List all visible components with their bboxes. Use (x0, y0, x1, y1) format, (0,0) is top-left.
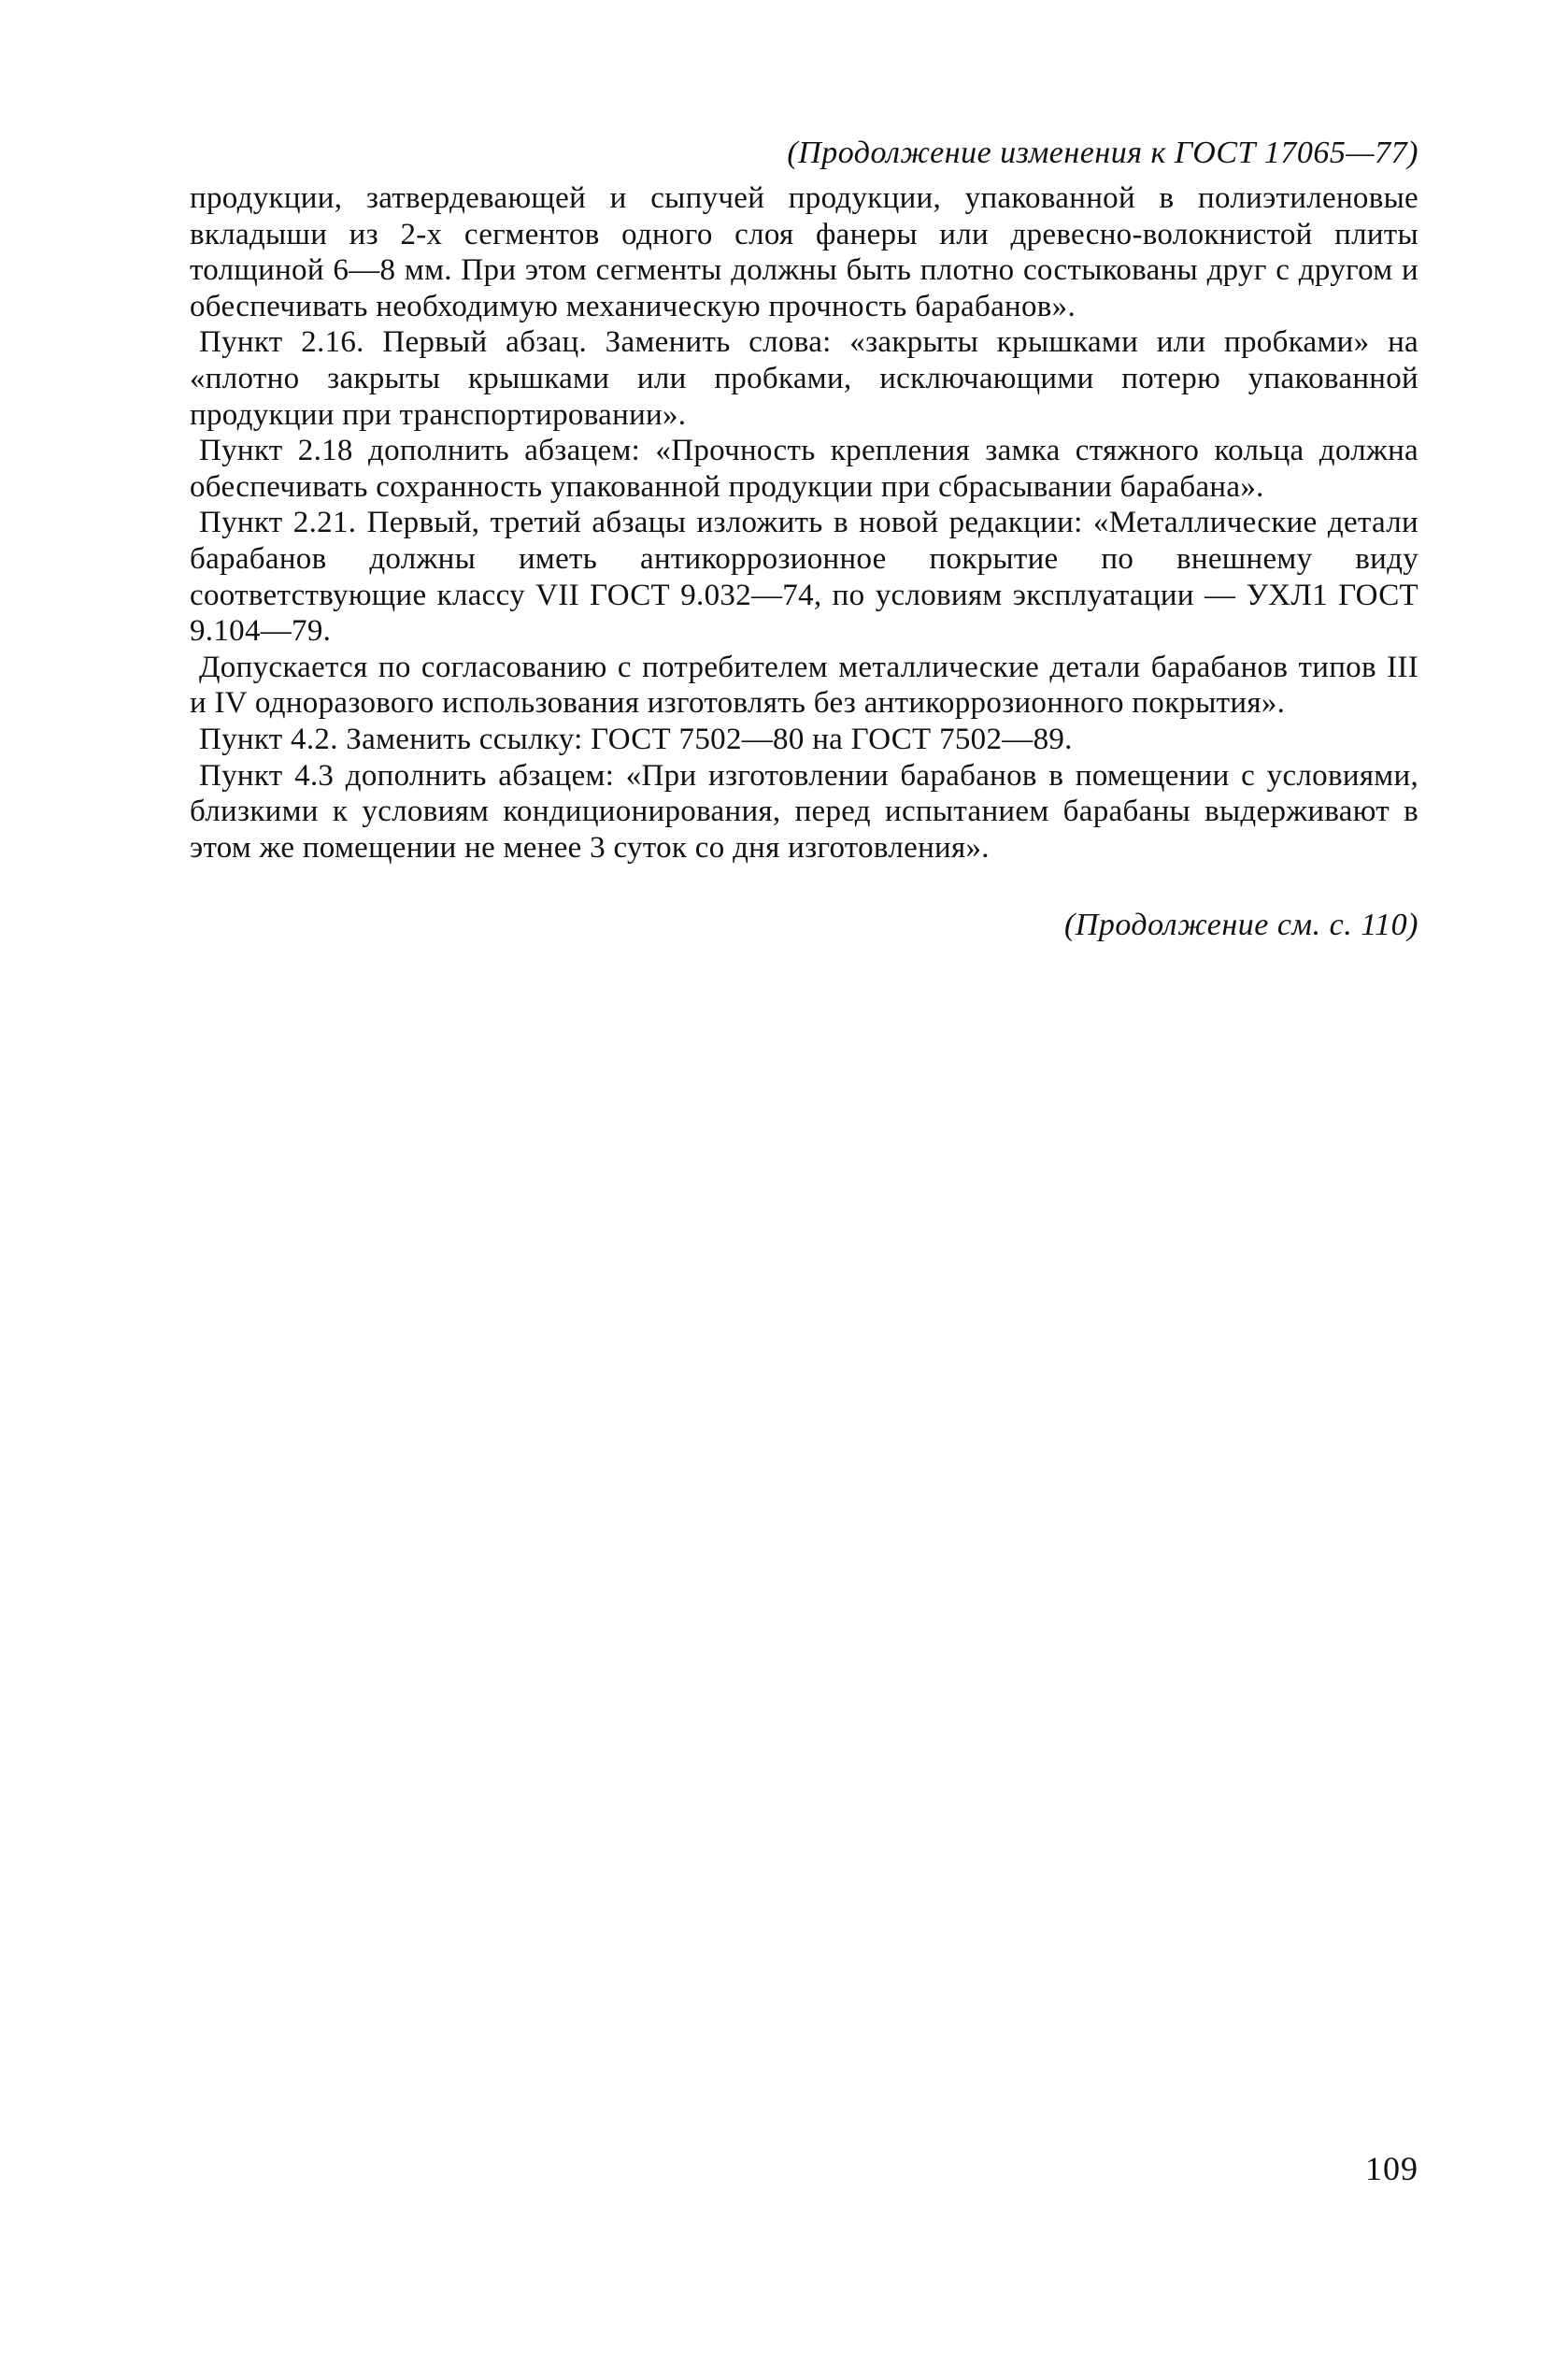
continuation-header: (Продолжение изменения к ГОСТ 17065—77) (787, 136, 1418, 170)
paragraph-item-2-21-permission: Допускается по согласованию с потребителем металлические детали барабанов типов III и IV одноразового использования изготовлять без антикоррозионного покрытия». (190, 650, 1418, 721)
paragraph-continuation: продукции, затвердевающей и сыпучей продукции, упакованной в полиэтиленовые вкладыши из 2-х сегментов одного слоя фанеры или древесно-волокнистой плиты толщиной 6—8 мм. При этом сегменты должны быть плотно состыкованы друг с другом и обеспечивать необходимую механическую прочность барабанов». (190, 181, 1418, 323)
paragraph-item-4-3: Пункт 4.3 дополнить абзацем: «При изготовлении барабанов в помещении с условиями, близкими к условиям кондиционирования, перед испытанием барабаны выдерживают в этом же помещении не менее 3 суток со дня изготовления». (190, 758, 1418, 865)
paragraph-item-4-2: Пункт 4.2. Заменить ссылку: ГОСТ 7502—80 на ГОСТ 7502—89. (199, 722, 1073, 756)
paragraph-item-2-18: Пункт 2.18 дополнить абзацем: «Прочность крепления замка стяжного кольца должна обеспечивать сохранность упакованной продукции при сбрасывании барабана». (190, 434, 1418, 504)
continuation-footer: (Продолжение см. с. 110) (1063, 908, 1418, 942)
amendment-text (190, 180, 1418, 866)
paragraph-item-2-16: Пункт 2.16. Первый абзац. Заменить слова: «закрыты крышками или пробками» на «плотно закрыты крышками или пробками, исключающими потерю упакованной продукции при транспортировании». (190, 325, 1418, 432)
page-number: 109 (1365, 2150, 1418, 2187)
paragraph-item-2-21: Пункт 2.21. Первый, третий абзацы изложить в новой редакции: «Металлические детали барабанов должны иметь антикоррозионное покрытие по внешнему виду соответствующие классу VII ГОСТ 9.032—74, по условиям эксплуатации — УХЛ1 ГОСТ 9.104—79. (190, 506, 1418, 649)
